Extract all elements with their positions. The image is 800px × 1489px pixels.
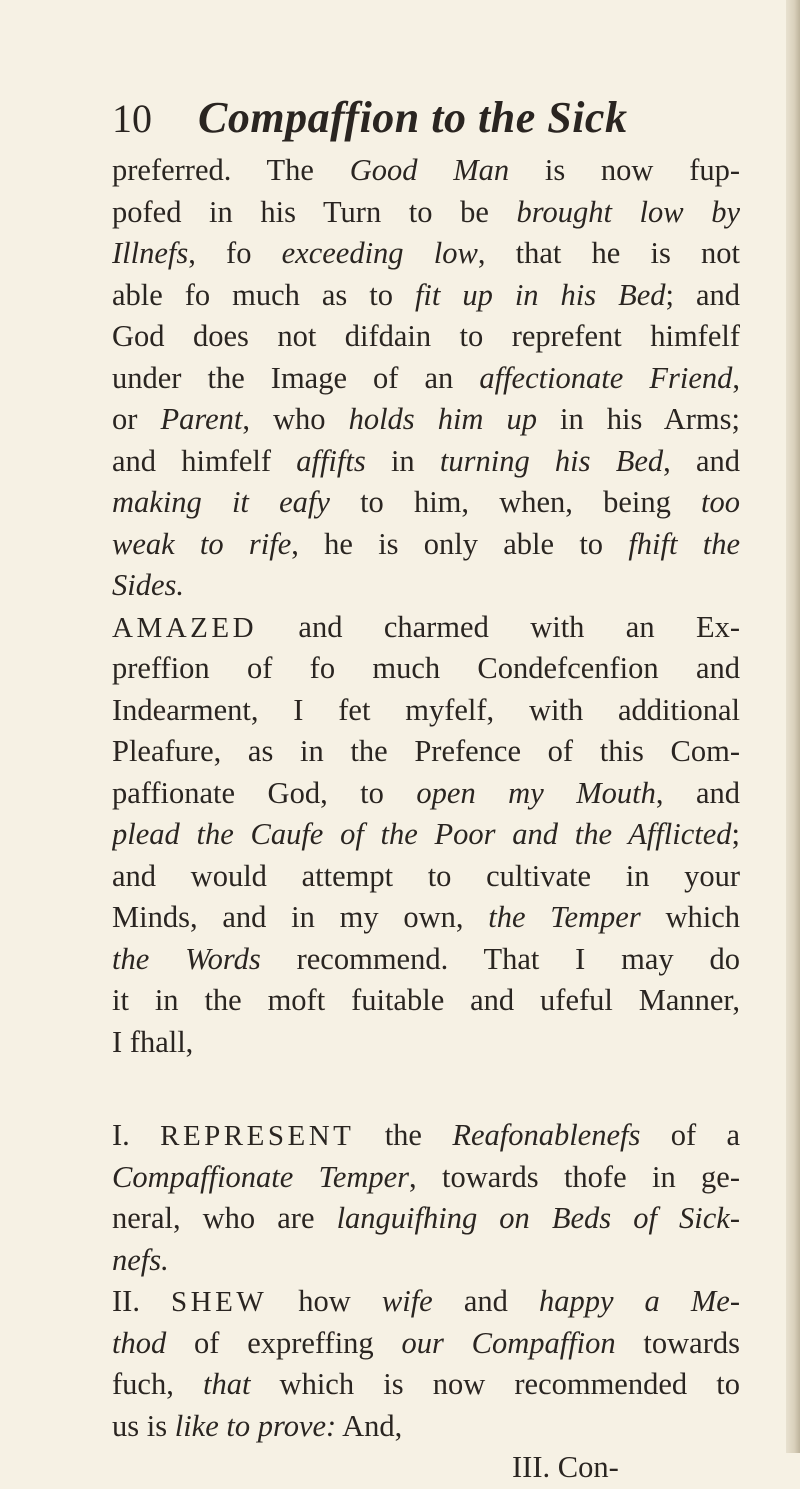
italic-text: Compaffionate Temper xyxy=(112,1159,410,1194)
italic-text: Reafonablenefs xyxy=(452,1118,641,1152)
roman-text: , towards thofe in ge- xyxy=(409,1159,740,1194)
text-line xyxy=(112,565,740,607)
text-line xyxy=(112,1281,740,1323)
text-line xyxy=(112,648,740,690)
roman-text: , and xyxy=(655,775,740,810)
text-line xyxy=(112,399,740,441)
text-line xyxy=(112,1406,740,1448)
roman-text: , who xyxy=(242,402,349,436)
italic-text: turning his Bed xyxy=(439,443,664,478)
text-line xyxy=(112,233,740,275)
small-caps-text: AMAZED xyxy=(112,611,258,644)
text-line xyxy=(112,980,740,1022)
text-line xyxy=(112,773,740,815)
roman-text: in his Arms; xyxy=(537,402,740,436)
italic-text: languifhing on Beds of Sick- xyxy=(336,1201,740,1235)
roman-text: paffionate God, to xyxy=(112,775,417,810)
text-line xyxy=(112,814,740,856)
page-edge xyxy=(786,0,800,1453)
roman-text: , and xyxy=(663,443,740,478)
text-line xyxy=(112,482,740,524)
small-caps-text: REPRESENT xyxy=(160,1120,355,1152)
italic-text: fhift the xyxy=(628,526,740,561)
text-line xyxy=(112,731,740,773)
roman-text: fuch, xyxy=(112,1367,203,1401)
roman-text: ; and xyxy=(665,277,740,312)
italic-text: Parent xyxy=(160,402,243,436)
roman-text: , fo xyxy=(188,236,282,270)
italic-text: thod xyxy=(112,1325,167,1360)
italic-text: plead the Caufe of the Poor and the Afflicted xyxy=(112,817,732,851)
text-line xyxy=(112,607,740,649)
text-line xyxy=(112,441,740,483)
text-line xyxy=(112,150,740,192)
text-line xyxy=(112,275,740,317)
italic-text: the Words xyxy=(112,941,261,976)
roman-text: and would attempt to cultivate in your xyxy=(112,858,740,893)
roman-text: how xyxy=(267,1284,382,1318)
roman-text: able fo much as to xyxy=(112,277,415,312)
roman-text: us is xyxy=(112,1408,175,1443)
text-line xyxy=(112,856,740,898)
text-line xyxy=(112,524,740,566)
roman-text: Pleafure, as in the Prefence of this Com- xyxy=(112,734,740,768)
italic-text: the Temper xyxy=(488,900,641,934)
text-line xyxy=(112,192,740,234)
roman-text: it in the moft fuitable and ufeful Manner, xyxy=(112,983,740,1017)
roman-text: or xyxy=(112,402,161,436)
roman-text: in xyxy=(365,443,440,478)
roman-text: Minds, and in my own, xyxy=(112,900,489,934)
roman-text: I fhall, xyxy=(112,1024,194,1059)
roman-text: , xyxy=(732,360,740,395)
text-line xyxy=(112,1240,740,1282)
roman-text: preffion of fo much Condefcenfion and xyxy=(112,651,740,685)
text-line xyxy=(112,316,740,358)
text-line xyxy=(112,1198,740,1240)
roman-text: I. xyxy=(112,1118,161,1152)
roman-text: II. xyxy=(112,1284,172,1318)
small-caps-text: SHEW xyxy=(171,1286,268,1318)
text-line xyxy=(112,1323,740,1365)
italic-text: making it eafy xyxy=(112,485,330,519)
catchword: III. Con- xyxy=(512,1450,619,1484)
text-line xyxy=(112,1115,740,1157)
italic-text: fit up in his Bed xyxy=(414,277,666,312)
roman-text: Indearment, I fet myfelf, with additional xyxy=(112,692,740,727)
roman-text: and xyxy=(432,1284,539,1318)
italic-text: affectionate Friend xyxy=(479,360,733,395)
italic-text: too xyxy=(701,485,740,519)
text-line xyxy=(112,1364,740,1406)
italic-text: affifts xyxy=(296,443,366,478)
text-line xyxy=(112,690,740,732)
roman-text: which xyxy=(640,900,740,934)
italic-text: like to prove: xyxy=(174,1408,337,1443)
roman-text: , he is only able to xyxy=(291,526,629,561)
roman-text: ; xyxy=(731,817,740,851)
text-line xyxy=(112,358,740,400)
roman-text: is now fup- xyxy=(509,153,740,187)
text-line xyxy=(112,939,740,981)
italic-text: Good Man xyxy=(349,153,510,187)
roman-text: pofed in his Turn to be xyxy=(112,194,517,229)
italic-text: Illnefs xyxy=(112,236,189,270)
body-text xyxy=(112,150,740,1489)
italic-text: nefs. xyxy=(112,1242,169,1277)
text-line xyxy=(112,1022,740,1064)
roman-text: neral, who are xyxy=(112,1201,337,1235)
roman-text: preferred. The xyxy=(112,153,350,187)
italic-text: happy a Me- xyxy=(538,1284,740,1318)
roman-text: under the Image of an xyxy=(112,360,480,395)
page-number: 10 xyxy=(112,96,152,141)
italic-text: weak to rife xyxy=(112,526,292,561)
page-header xyxy=(112,88,732,148)
roman-text: recommend. That I may do xyxy=(260,941,740,976)
italic-text: open my Mouth xyxy=(416,775,656,810)
italic-text: that xyxy=(202,1367,251,1401)
roman-text: of a xyxy=(640,1118,740,1152)
italic-text: wife xyxy=(381,1284,433,1318)
text-line xyxy=(112,1157,740,1199)
running-title: Compaffion to the Sick xyxy=(198,93,628,142)
roman-text: And, xyxy=(336,1408,403,1443)
roman-text: God does not difdain to reprefent himfelf xyxy=(112,319,740,353)
roman-text: and himfelf xyxy=(112,443,297,478)
italic-text: exceeding low xyxy=(281,236,478,270)
italic-text: brought low by xyxy=(516,194,740,229)
roman-text: towards xyxy=(615,1325,740,1360)
roman-text: , that he is not xyxy=(477,236,740,270)
italic-text: Sides. xyxy=(112,568,185,602)
italic-text: our Compaffion xyxy=(401,1325,616,1360)
italic-text: holds him up xyxy=(348,402,537,436)
roman-text: to him, when, being xyxy=(329,485,702,519)
paragraph-gap xyxy=(112,1063,740,1115)
text-line xyxy=(112,897,740,939)
roman-text: and charmed with an Ex- xyxy=(257,609,740,644)
roman-text: the xyxy=(354,1118,453,1152)
roman-text: which is now recommended to xyxy=(250,1367,740,1401)
roman-text: of expreffing xyxy=(166,1325,402,1360)
